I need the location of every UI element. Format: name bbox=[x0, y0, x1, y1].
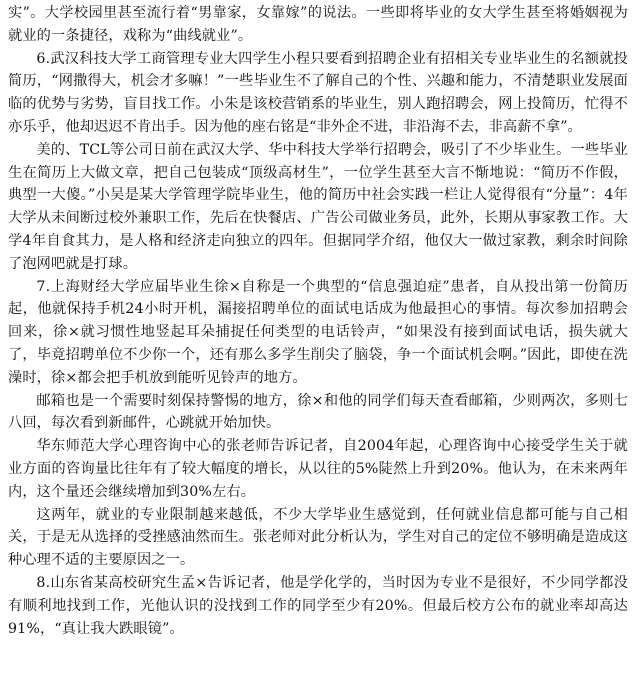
paragraph-3: 美的、TCL等公司日前在武汉大学、华中科技大学举行招聘会，吸引了不少毕业生。一些毕业生在简历上大做文章，把自己包装成“顶级高材生”，一位学生甚至大言不惭地说：“简历不作假，典型一大傻。”小吴是某大学管理学院毕业生，他的简历中社会实践一栏让人觉得很有“分量”：4年大学从未间断过校外兼职工作，先后在快餐店、广告公司做业务员，此外，长期从事家教工作。大学4年自食其力，是人格和经济走向独立的四年。但据同学介绍，他仅大一做过家教，剩余时间除了泡网吧就是打球。 bbox=[8, 141, 628, 272]
paragraph-6: 华东师范大学心理咨询中心的张老师告诉记者，自2004年起，心理咨询中心接受学生关于就业方面的咨询量比往年有了较大幅度的增长，从以往的5%陡然上升到20%。他认为，在未来两年内，这个量还会继续增加到30%左右。 bbox=[8, 438, 628, 500]
paragraph-2: 6.武汉科技大学工商管理专业大四学生小程只要看到招聘企业有招相关专业毕业生的名额就投简历，“网撒得大，机会才多嘛！”一些毕业生不了解自己的个性、兴趣和能力，不清楚职业发展面临的优势与劣势，盲目找工作。小朱是该校营销系的毕业生，别人跑招聘会，网上投简历，忙得不亦乐乎，他却迟迟不肯出手。因为他的座右铭是“非外企不进，非沿海不去，非高薪不拿”。 bbox=[8, 50, 628, 135]
paragraph-5: 邮箱也是一个需要时刻保持警惕的地方，徐×和他的同学们每天查看邮箱，少则两次，多则七八回，每次看到新邮件，心跳就开始加快。 bbox=[8, 392, 628, 432]
paragraph-8: 8.山东省某高校研究生孟×告诉记者，他是学化学的，当时因为专业不是很好，不少同学都没有顺利地找到工作，光他认识的没找到工作的同学至少有20%。但最后校方公布的就业率却高达91%，“真让我大跌眼镜”。 bbox=[8, 574, 628, 637]
paragraph-1: 实”。大学校园里甚至流行着“男靠家，女靠嫁”的说法。一些即将毕业的女大学生甚至将婚姻视为就业的一条捷径，戏称为“曲线就业”。 bbox=[8, 5, 628, 44]
paragraph-4: 7.上海财经大学应届毕业生徐×自称是一个典型的“信息强迫症”患者，自从投出第一份简历起，他就保持手机24小时开机，漏接招聘单位的面试电话成为他最担心的事情。每次参加招聘会回来，徐×就习惯性地竖起耳朵捕捉任何类型的电话铃声，“如果没有接到面试电话，损失就大了，毕竟招聘单位不少你一个，还有那么多学生削尖了脑袋，争一个面试机会啊。”因此，即使在洗澡时，徐×都会把手机放到能听见铃声的地方。 bbox=[8, 278, 628, 386]
paragraph-7: 这两年，就业的专业限制越来越低，不少大学毕业生感觉到，任何就业信息都可能与自己相关，于是无从选择的受挫感油然而生。张老师对此分析认为，学生对自己的定位不够明确是造成这种心理不适的主要原因之一。 bbox=[8, 506, 628, 569]
